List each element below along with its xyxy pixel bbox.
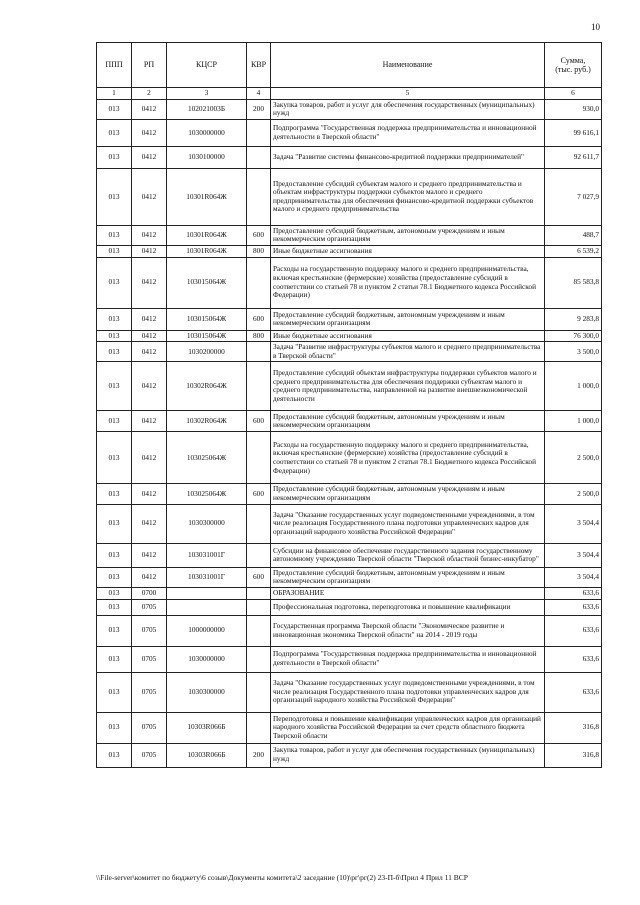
row-name: Субсидии на финансовое обеспечение государственного задания государственному автономному учреждению Тверской области "Тверской областной бизнес-инкубатор" [271, 543, 545, 567]
row-kcsr: 103025064Ж [167, 432, 247, 484]
row-ppp: 013 [97, 712, 132, 743]
row-rp: 0705 [132, 646, 167, 672]
row-kvr [247, 504, 271, 543]
row-name: Профессиональная подготовка, переподготовка и повышение квалификации [271, 599, 545, 615]
row-rp: 0412 [132, 362, 167, 411]
row-kvr [247, 146, 271, 168]
row-kvr [247, 543, 271, 567]
column-number: 1 [97, 88, 132, 100]
table-row [97, 504, 602, 543]
row-rp: 0412 [132, 484, 167, 504]
row-rp: 0412 [132, 567, 167, 587]
table-row [97, 119, 602, 146]
row-name: Предоставление субсидий бюджетным, автономным учреждениям и иным некоммерческим организациям [271, 225, 545, 245]
table-row [97, 567, 602, 587]
row-kcsr: 103025064Ж [167, 484, 247, 504]
row-kvr [247, 712, 271, 743]
row-kvr: 200 [247, 99, 271, 119]
row-rp: 0412 [132, 411, 167, 432]
row-kcsr: 103015064Ж [167, 308, 247, 330]
row-rp: 0412 [132, 119, 167, 146]
row-rp: 0412 [132, 432, 167, 484]
row-kvr [247, 672, 271, 712]
row-ppp: 013 [97, 225, 132, 245]
row-sum: 633,6 [545, 599, 602, 615]
row-name: Закупка товаров, работ и услуг для обеспечения государственных (муниципальных) нужд [271, 99, 545, 119]
row-rp: 0412 [132, 99, 167, 119]
row-ppp: 013 [97, 362, 132, 411]
row-kvr: 800 [247, 330, 271, 342]
page-number: 10 [591, 22, 600, 32]
row-ppp: 013 [97, 168, 132, 225]
row-name: Закупка товаров, работ и услуг для обеспечения государственных (муниципальных) нужд [271, 743, 545, 767]
row-sum: 9 283,8 [545, 308, 602, 330]
row-name: Предоставление субсидий субъектам малого и среднего предпринимательства и объектам инфраструктуры поддержки субъектов малого и среднего предпринимательства для обеспечения финансово-кредитной поддержки субъектов малого и среднего предпринимательства [271, 168, 545, 225]
row-name: Задача "Развитие системы финансово-кредитной поддержки предпринимателей" [271, 146, 545, 168]
row-rp: 0705 [132, 672, 167, 712]
row-ppp: 013 [97, 672, 132, 712]
row-ppp: 013 [97, 432, 132, 484]
row-name: Переподготовка и повышение квалификации управленческих кадров для организаций народного хозяйства Российской Федерации за счет средств областного бюджета Тверской области [271, 712, 545, 743]
row-sum: 92 611,7 [545, 146, 602, 168]
row-kcsr [167, 587, 247, 599]
row-kvr: 600 [247, 484, 271, 504]
table-row [97, 587, 602, 599]
row-name: Иные бюджетные ассигнования [271, 246, 545, 258]
row-sum: 633,6 [545, 615, 602, 646]
row-kvr: 600 [247, 567, 271, 587]
row-ppp: 013 [97, 99, 132, 119]
row-name: Расходы на государственную поддержку малого и среднего предпринимательства, включая крестьянские (фермерские) хозяйства (предоставление субсидий в соответствии со статьей 78 и пунктом 2 статьи 78.1 Бюджетного кодекса Российской Федерации) [271, 257, 545, 308]
row-ppp: 013 [97, 146, 132, 168]
table-row [97, 225, 602, 245]
table-row [97, 646, 602, 672]
table-row [97, 411, 602, 432]
row-kvr [247, 587, 271, 599]
table-row [97, 146, 602, 168]
row-name: Государственная программа Тверской области "Экономическое развитие и инновационная экономика Тверской области" на 2014 - 2019 годы [271, 615, 545, 646]
row-rp: 0412 [132, 257, 167, 308]
row-rp: 0705 [132, 615, 167, 646]
row-sum: 930,0 [545, 99, 602, 119]
row-kcsr: 10303R066Б [167, 743, 247, 767]
table-row [97, 484, 602, 504]
row-name: Предоставление субсидий бюджетным, автономным учреждениям и иным некоммерческим организациям [271, 484, 545, 504]
row-sum: 85 583,8 [545, 257, 602, 308]
row-name: Предоставление субсидий бюджетным, автономным учреждениям и иным некоммерческим организациям [271, 308, 545, 330]
row-kcsr: 103031001Г [167, 543, 247, 567]
table-row [97, 432, 602, 484]
table-row [97, 99, 602, 119]
row-kcsr: 10301R064Ж [167, 168, 247, 225]
row-rp: 0412 [132, 246, 167, 258]
row-kvr [247, 168, 271, 225]
row-sum: 633,6 [545, 672, 602, 712]
table-row [97, 615, 602, 646]
row-rp: 0412 [132, 543, 167, 567]
row-kcsr: 1000000000 [167, 615, 247, 646]
row-ppp: 013 [97, 504, 132, 543]
row-sum: 316,8 [545, 743, 602, 767]
column-number: 3 [167, 88, 247, 100]
table-row [97, 246, 602, 258]
table-row [97, 672, 602, 712]
row-ppp: 013 [97, 484, 132, 504]
row-kvr [247, 257, 271, 308]
table-row [97, 543, 602, 567]
row-kcsr: 1030300000 [167, 672, 247, 712]
row-name: Подпрограмма "Государственная поддержка предпринимательства и инновационной деятельности в Тверской области" [271, 646, 545, 672]
column-number: 5 [271, 88, 545, 100]
row-kcsr: 1030100000 [167, 146, 247, 168]
header-ppp: ППП [97, 43, 132, 88]
row-rp: 0705 [132, 712, 167, 743]
row-name: Подпрограмма "Государственная поддержка предпринимательства и инновационной деятельности в Тверской области" [271, 119, 545, 146]
row-sum: 1 000,0 [545, 411, 602, 432]
row-ppp: 013 [97, 119, 132, 146]
table-header-row [97, 43, 602, 88]
row-ppp: 013 [97, 246, 132, 258]
row-kcsr: 1030300000 [167, 504, 247, 543]
row-name: ОБРАЗОВАНИЕ [271, 587, 545, 599]
row-sum: 3 504,4 [545, 504, 602, 543]
row-sum: 6 539,2 [545, 246, 602, 258]
table-row [97, 168, 602, 225]
table-row [97, 712, 602, 743]
row-sum: 3 504,4 [545, 543, 602, 567]
row-name: Предоставление субсидий бюджетным, автономным учреждениям и иным некоммерческим организациям [271, 567, 545, 587]
row-rp: 0412 [132, 504, 167, 543]
row-name: Расходы на государственную поддержку малого и среднего предпринимательства, включая крестьянские (фермерские) хозяйства (предоставление субсидий в соответствии со статьей 78 и пунктом 2 статьи 78.1 Бюджетного кодекса Российской Федерации) [271, 432, 545, 484]
row-rp: 0412 [132, 308, 167, 330]
row-rp: 0705 [132, 743, 167, 767]
row-ppp: 013 [97, 411, 132, 432]
row-kcsr: 103015064Ж [167, 257, 247, 308]
header-kvr: КВР [247, 43, 271, 88]
header-name: Наименование [271, 43, 545, 88]
row-rp: 0412 [132, 330, 167, 342]
table-row [97, 362, 602, 411]
row-name: Задача "Оказание государственных услуг подведомственными учреждениями, в том числе реализация Государственного плана подготовки управленческих кадров для организаций народного хозяйства Российской Федерации" [271, 504, 545, 543]
row-kvr [247, 342, 271, 362]
header-sum: Сумма, (тыс. руб.) [545, 43, 602, 88]
column-number: 2 [132, 88, 167, 100]
row-rp: 0700 [132, 587, 167, 599]
table-row [97, 743, 602, 767]
row-kcsr: 103015064Ж [167, 330, 247, 342]
row-kcsr: 103031001Г [167, 567, 247, 587]
row-sum: 488,7 [545, 225, 602, 245]
row-kvr [247, 362, 271, 411]
table-row [97, 308, 602, 330]
row-kvr: 600 [247, 411, 271, 432]
row-sum: 3 504,4 [545, 567, 602, 587]
row-sum: 7 027,9 [545, 168, 602, 225]
table-row [97, 257, 602, 308]
row-ppp: 013 [97, 543, 132, 567]
row-ppp: 013 [97, 646, 132, 672]
row-kvr [247, 615, 271, 646]
column-number: 4 [247, 88, 271, 100]
row-rp: 0412 [132, 146, 167, 168]
row-ppp: 013 [97, 743, 132, 767]
budget-table [96, 42, 602, 768]
row-kcsr [167, 599, 247, 615]
row-kcsr: 1030000000 [167, 646, 247, 672]
row-sum: 3 500,0 [545, 342, 602, 362]
table-row [97, 342, 602, 362]
column-number-row [97, 88, 602, 100]
table-row [97, 330, 602, 342]
row-name: Предоставление субсидий бюджетным, автономным учреждениям и иным некоммерческим организациям [271, 411, 545, 432]
row-rp: 0412 [132, 168, 167, 225]
row-kvr [247, 599, 271, 615]
row-kvr [247, 432, 271, 484]
row-sum: 633,6 [545, 587, 602, 599]
row-kcsr: 10302R064Ж [167, 411, 247, 432]
row-ppp: 013 [97, 308, 132, 330]
header-rp: РП [132, 43, 167, 88]
row-rp: 0412 [132, 342, 167, 362]
row-sum: 99 616,1 [545, 119, 602, 146]
row-ppp: 013 [97, 599, 132, 615]
row-sum: 316,8 [545, 712, 602, 743]
row-kcsr: 10301R064Ж [167, 246, 247, 258]
row-kvr [247, 119, 271, 146]
row-sum: 2 500,0 [545, 432, 602, 484]
row-kcsr: 1030000000 [167, 119, 247, 146]
column-number: 6 [545, 88, 602, 100]
row-name: Задача "Развитие инфраструктуры субъектов малого и среднего предпринимательства в Тверской области" [271, 342, 545, 362]
row-kcsr: 10302R064Ж [167, 362, 247, 411]
row-kvr [247, 646, 271, 672]
row-ppp: 013 [97, 330, 132, 342]
row-kvr: 600 [247, 308, 271, 330]
row-sum: 1 000,0 [545, 362, 602, 411]
row-kcsr: 10303R066Б [167, 712, 247, 743]
row-ppp: 013 [97, 615, 132, 646]
row-kcsr: 1030200000 [167, 342, 247, 362]
row-name: Иные бюджетные ассигнования [271, 330, 545, 342]
row-sum: 76 300,0 [545, 330, 602, 342]
row-name: Задача "Оказание государственных услуг подведомственными учреждениями, в том числе реализация Государственного плана подготовки управленческих кадров для организаций народного хозяйства Российской Федерации" [271, 672, 545, 712]
row-ppp: 013 [97, 567, 132, 587]
table-row [97, 599, 602, 615]
row-kcsr: 102021003Б [167, 99, 247, 119]
file-path-footer: \\File-server\комитет по бюджету\6 созыв\Документы комитета\2 заседание (10)\рг\рг(2) 23-П-б\Прил 4 Прил 11 ВСР [96, 873, 468, 882]
row-rp: 0705 [132, 599, 167, 615]
row-kcsr: 10301R064Ж [167, 225, 247, 245]
row-ppp: 013 [97, 257, 132, 308]
row-kvr: 200 [247, 743, 271, 767]
row-kvr: 600 [247, 225, 271, 245]
row-rp: 0412 [132, 225, 167, 245]
row-ppp: 013 [97, 587, 132, 599]
row-kvr: 800 [247, 246, 271, 258]
row-sum: 2 500,0 [545, 484, 602, 504]
row-name: Предоставление субсидий объектам инфраструктуры поддержки субъектов малого и среднего предпринимательства для обеспечения поддержки субъектам малого и среднего предпринимательства, направленной на развитие внешнеэкономической деятельности [271, 362, 545, 411]
header-kcsr: КЦСР [167, 43, 247, 88]
row-sum: 633,6 [545, 646, 602, 672]
row-ppp: 013 [97, 342, 132, 362]
